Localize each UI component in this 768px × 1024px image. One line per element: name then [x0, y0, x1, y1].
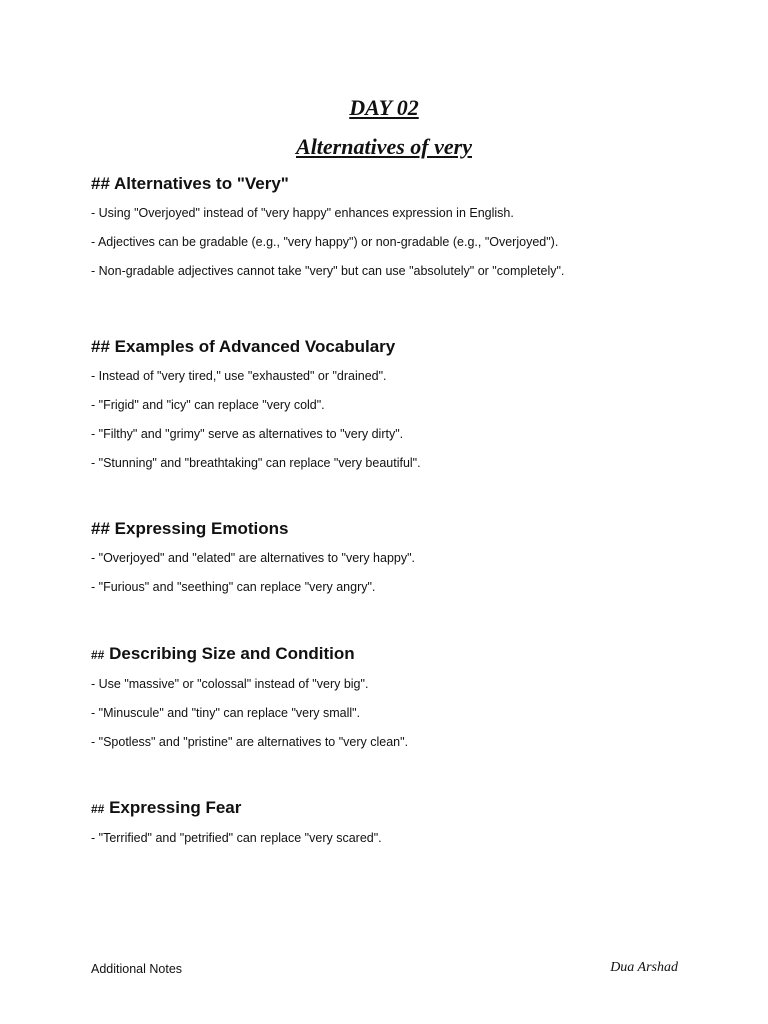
list-item: - "Overjoyed" and "elated" are alternatives to "very happy". [91, 551, 416, 565]
list-item: - Adjectives can be gradable (e.g., "very happy") or non-gradable (e.g., "Overjoyed"). [91, 235, 559, 249]
section-alternatives-to-very [91, 172, 711, 291]
heading-text: Examples of Advanced Vocabulary [114, 337, 396, 356]
heading-text: Alternatives to "Very" [114, 174, 289, 193]
list-item: - "Minuscule" and "tiny" can replace "very small". [91, 706, 361, 720]
bullet-list [91, 549, 711, 607]
list-item: - "Stunning" and "breathtaking" can replace "very beautiful". [91, 456, 421, 470]
list-item: - Using "Overjoyed" instead of "very happy" enhances expression in English. [91, 206, 514, 220]
heading-hash: ## [91, 519, 110, 538]
footer-author: Dua Arshad [610, 960, 678, 975]
list-item: - "Frigid" and "icy" can replace "very cold". [91, 398, 325, 412]
list-item: - "Terrified" and "petrified" can replace "very scared". [91, 831, 382, 845]
list-item: - "Furious" and "seething" can replace "very angry". [91, 580, 376, 594]
list-item: - "Filthy" and "grimy" serve as alternatives to "very dirty". [91, 427, 404, 441]
bullet-list [91, 204, 711, 291]
heading-hash: ## [91, 174, 110, 193]
list-item: - Instead of "very tired," use "exhausted" or "drained". [91, 369, 387, 383]
section-heading [91, 335, 711, 359]
list-item: - Use "massive" or "colossal" instead of "very big". [91, 677, 369, 691]
heading-hash: ## [91, 802, 105, 816]
list-item: - "Spotless" and "pristine" are alternatives to "very clean". [91, 735, 409, 749]
heading-hash: ## [91, 648, 105, 662]
section-heading [91, 642, 711, 667]
heading-text: Describing Size and Condition [109, 644, 355, 663]
heading-text: Expressing Fear [109, 798, 242, 817]
section-expressing-emotions [91, 517, 711, 607]
bullet-list [91, 829, 711, 858]
section-size-and-condition [91, 642, 711, 762]
list-item: - Non-gradable adjectives cannot take "very" but can use "absolutely" or "completely". [91, 264, 565, 278]
section-expressing-fear [91, 796, 711, 858]
section-heading [91, 796, 711, 821]
bullet-list [91, 367, 711, 483]
section-advanced-vocabulary [91, 335, 711, 483]
day-title: DAY 02 [349, 95, 419, 120]
heading-text: Expressing Emotions [114, 519, 289, 538]
footer-additional-notes: Additional Notes [91, 962, 183, 976]
document-subtitle: Alternatives of very [296, 134, 472, 159]
bullet-list [91, 675, 711, 762]
section-heading [91, 172, 711, 196]
section-heading [91, 517, 711, 541]
heading-hash: ## [91, 337, 110, 356]
